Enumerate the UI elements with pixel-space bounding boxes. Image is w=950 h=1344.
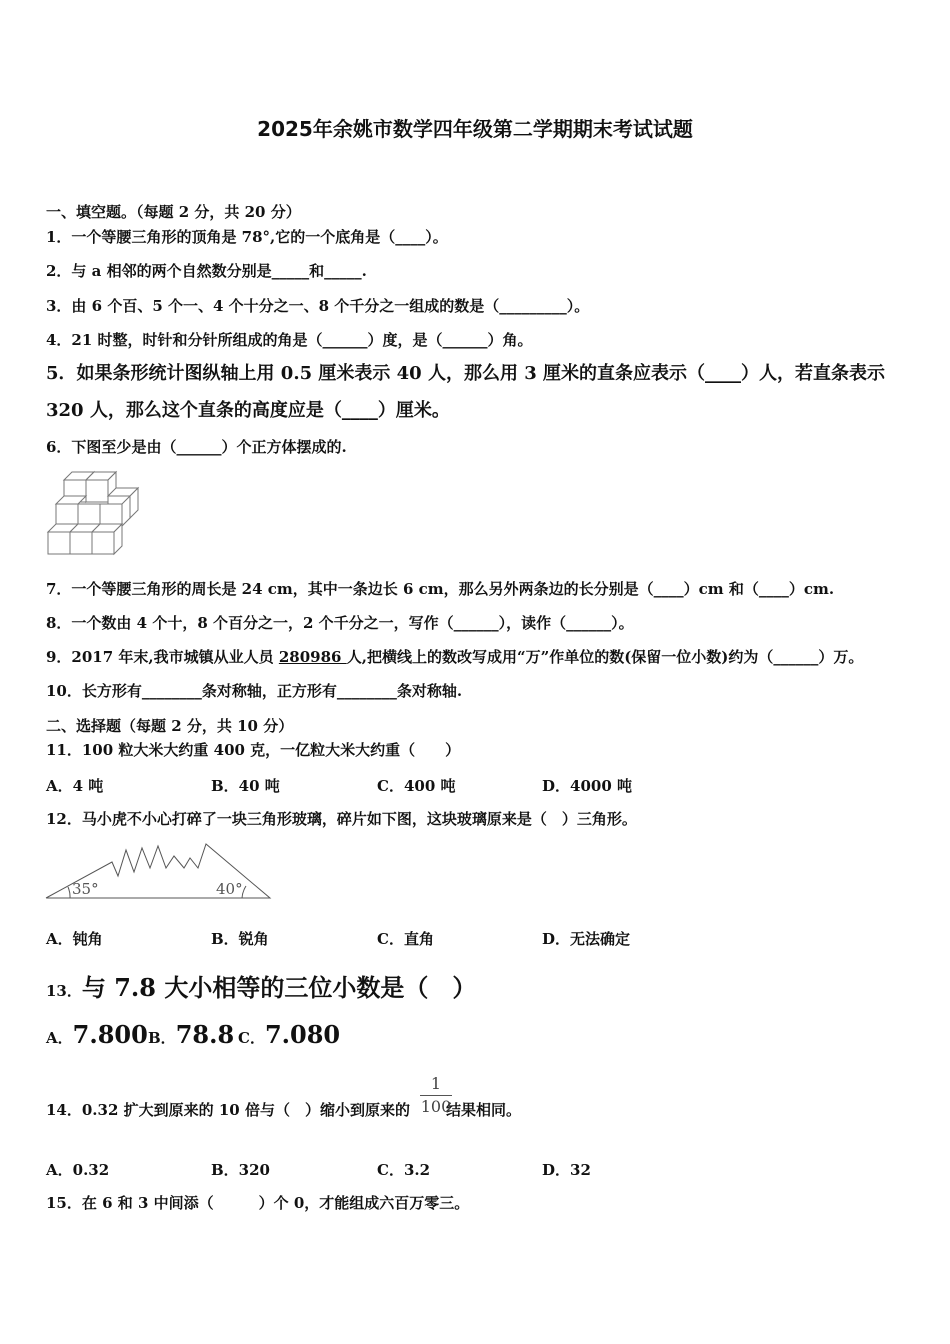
question-15: 15．在 6 和 3 中间添（ ）个 0，才能组成六百万零三。 xyxy=(46,1194,470,1212)
q13-option-b xyxy=(148,1020,234,1049)
q11-option-b: B．40 吨 xyxy=(211,777,280,795)
section-heading-fill-in: 一、填空题。（每题 2 分，共 20 分） xyxy=(46,203,301,221)
fraction-numerator: 1 xyxy=(420,1073,452,1096)
question-1: 1．一个等腰三角形的顶角是 78°,它的一个底角是（____）。 xyxy=(46,228,448,246)
angle-label-left: 35° xyxy=(72,880,99,898)
q13-option-a xyxy=(46,1020,148,1049)
q13-option-b-label: B． xyxy=(148,1029,176,1047)
question-13-stem: 与 7.8 大小相等的三位小数是（ ） xyxy=(81,973,477,1002)
q13-option-c-label: C． xyxy=(238,1029,265,1047)
q12-option-d: D．无法确定 xyxy=(542,930,631,948)
question-6: 6．下图至少是由（______）个正方体摆成的. xyxy=(46,438,347,456)
question-14-post: 结果相同。 xyxy=(445,1101,521,1119)
q13-option-b-value: 78.8 xyxy=(175,1020,235,1049)
q12-option-b: B．锐角 xyxy=(211,930,269,948)
q14-option-b: B．320 xyxy=(211,1161,270,1179)
q13-option-c xyxy=(238,1020,340,1049)
fraction-one-hundredth xyxy=(420,1073,452,1118)
question-7: 7．一个等腰三角形的周长是 24 cm，其中一条边长 6 cm，那么另外两条边的长分别是（____）cm 和（____）cm. xyxy=(46,580,835,598)
question-13 xyxy=(46,968,476,1003)
cube-stack-figure xyxy=(46,466,142,560)
q14-option-a: A．0.32 xyxy=(46,1161,110,1179)
fraction-denominator: 100 xyxy=(420,1097,452,1116)
question-2: 2．与 a 相邻的两个自然数分别是_____和_____. xyxy=(46,262,367,280)
question-11: 11．100 粒大米大约重 400 克，一亿粒大米大约重（ ） xyxy=(46,741,461,759)
q13-option-c-value: 7.080 xyxy=(264,1020,341,1049)
question-4: 4．21 时整，时针和分针所组成的角是（______）度，是（______）角。 xyxy=(46,331,533,349)
question-13-number: 13． xyxy=(46,982,82,1000)
q11-option-c: C．400 吨 xyxy=(377,777,456,795)
section-heading-multiple-choice: 二、选择题（每题 2 分，共 10 分） xyxy=(46,717,294,735)
broken-triangle-figure xyxy=(44,838,272,902)
angle-label-right: 40° xyxy=(216,880,243,898)
q11-option-a: A．4 吨 xyxy=(46,777,104,795)
q13-option-a-label: A． xyxy=(46,1029,73,1047)
question-9-underlined-number: 280986 xyxy=(278,648,347,666)
q12-option-a: A．钝角 xyxy=(46,930,103,948)
question-14-pre: 14．0.32 扩大到原来的 10 倍与（ ）缩小到原来的 xyxy=(46,1101,410,1119)
page-title: 2025年余姚市数学四年级第二学期期末考试试题 xyxy=(257,117,693,141)
question-9-pre: 9．2017 年末,我市城镇从业人员 xyxy=(46,648,279,666)
question-9-post: 人,把横线上的数改写成用“万”作单位的数(保留一位小数)约为（______）万。 xyxy=(346,648,864,666)
question-5-line-1: 5．如果条形统计图纵轴上用 0.5 厘米表示 40 人，那么用 3 厘米的直条应表示（____）人，若直条表示 xyxy=(46,363,886,384)
q11-option-d: D．4000 吨 xyxy=(542,777,632,795)
q12-option-c: C．直角 xyxy=(377,930,434,948)
question-9 xyxy=(46,647,863,667)
question-5-line-2: 320 人，那么这个直条的高度应是（____）厘米。 xyxy=(46,400,450,421)
question-8: 8．一个数由 4 个十，8 个百分之一，2 个千分之一，写作（______），读作（______）。 xyxy=(46,614,634,632)
q13-option-a-value: 7.800 xyxy=(72,1020,148,1049)
question-12: 12．马小虎不小心打碎了一块三角形玻璃，碎片如下图，这块玻璃原来是（ ）三角形。 xyxy=(46,810,637,828)
q14-option-c: C．3.2 xyxy=(377,1161,431,1179)
q14-option-d: D．32 xyxy=(542,1161,591,1179)
question-10: 10．长方形有________条对称轴，正方形有________条对称轴. xyxy=(46,682,463,700)
question-3: 3．由 6 个百、5 个一、4 个十分之一、8 个千分之一组成的数是（_________）。 xyxy=(46,297,590,315)
